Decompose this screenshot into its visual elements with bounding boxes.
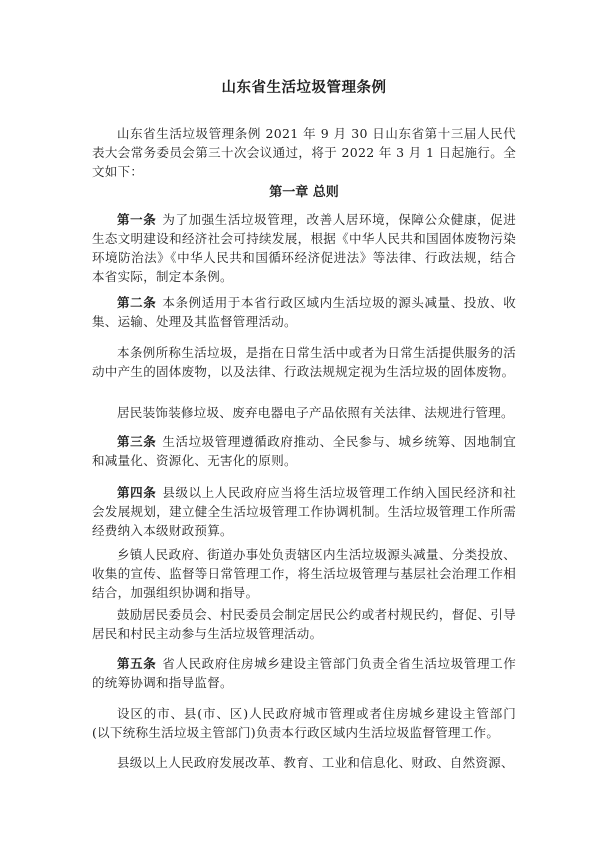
article-paragraph [92, 483, 516, 540]
document-page [92, 0, 516, 850]
article-paragraph [92, 432, 516, 470]
paragraph-text: 本条例所称生活垃圾，是指在日常生活中或者为日常生活提供服务的活动中产生的固体废物，以及法律、行政法规规定视为生活垃圾的固体废物。 [92, 345, 516, 379]
article-paragraph [92, 293, 516, 331]
paragraph-text: 乡镇人民政府、街道办事处负责辖区内生活垃圾源头减量、分类投放、收集的宣传、监督等日常管理工作，将生活垃圾管理与基层社会治理工作相结合，加强组织协调和指导。 [92, 547, 516, 600]
article-text: 县级以上人民政府应当将生活垃圾管理工作纳入国民经济和社会发展规划，建立健全生活垃圾管理工作协调机制。生活垃圾管理工作所需经费纳入本级财政预算。 [92, 485, 516, 538]
chapter-title: 第一章 总则 [269, 185, 339, 200]
article-label: 第三条 [117, 434, 157, 449]
body-paragraph [92, 403, 516, 422]
article-label: 第二条 [117, 295, 157, 310]
article-text: 生活垃圾管理遵循政府推动、全民参与、城乡统筹、因地制宜和减量化、资源化、无害化的原则。 [92, 434, 516, 468]
preamble-paragraph: 山东省生活垃圾管理条例 2021 年 9 月 30 日山东省第十三届人民代表大会常务委员会第三十次会议通过，将于 2022 年 3 月 1 日起施行。全文如下： [92, 126, 516, 179]
article-paragraph [92, 210, 516, 286]
body-paragraph [92, 545, 516, 602]
paragraph-text: 居民装饰装修垃圾、废弃电器电子产品依照有关法律、法规进行管理。 [117, 405, 514, 420]
document-title: 山东省生活垃圾管理条例 [221, 80, 387, 96]
body-paragraph [92, 605, 516, 643]
article-text: 为了加强生活垃圾管理，改善人居环境，保障公众健康，促进生态文明建设和经济社会可持续发展，根据《中华人民共和国固体废物污染环境防治法》《中华人民共和国循环经济促进法》等法律、行政法规，结合本省实际，制定本条例。 [92, 212, 516, 284]
paragraph-text: 设区的市、县(市、区)人民政府城市管理或者住房城乡建设主管部门(以下统称生活垃圾主管部门)负责本行政区域内生活垃圾监督管理工作。 [92, 706, 516, 740]
article-label: 第四条 [117, 485, 157, 500]
body-paragraph [92, 753, 516, 772]
article-label: 第五条 [117, 656, 157, 671]
body-paragraph [92, 704, 516, 742]
paragraph-text: 鼓励居民委员会、村民委员会制定居民公约或者村规民约，督促、引导居民和村民主动参与生活垃圾管理活动。 [92, 607, 516, 641]
paragraph-text: 县级以上人民政府发展改革、教育、工业和信息化、财政、自然资源、 [117, 755, 514, 770]
body-paragraph [92, 343, 516, 381]
article-label: 第一条 [117, 212, 157, 227]
article-text: 本条例适用于本省行政区域内生活垃圾的源头减量、投放、收集、运输、处理及其监督管理活动。 [92, 295, 516, 329]
article-text: 省人民政府住房城乡建设主管部门负责全省生活垃圾管理工作的统筹协调和指导监督。 [92, 656, 516, 690]
article-paragraph [92, 654, 516, 692]
